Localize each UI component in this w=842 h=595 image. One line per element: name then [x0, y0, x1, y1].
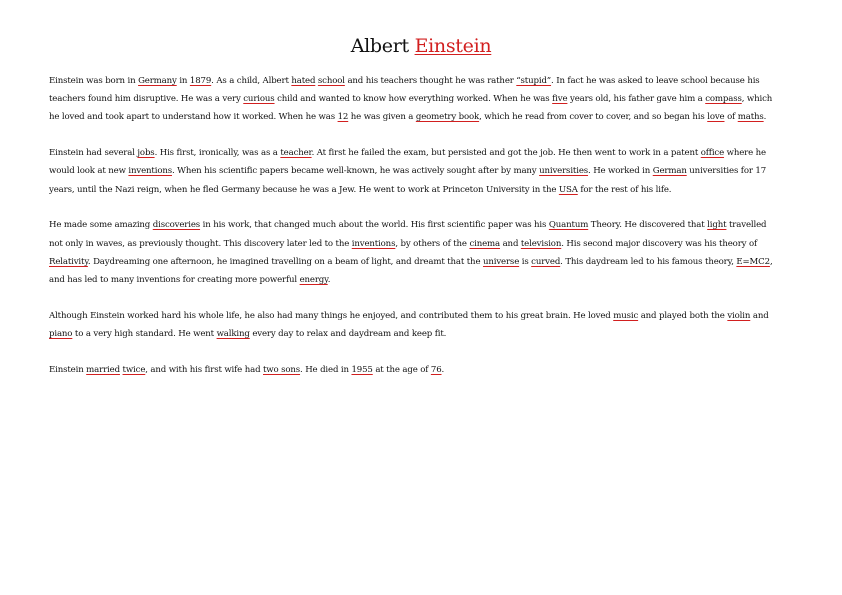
text-run: Einstein had several [49, 148, 138, 159]
highlighted-word: five [552, 94, 568, 105]
text-run: He made some amazing [49, 220, 153, 231]
text-run: and played both the [638, 310, 728, 321]
highlighted-word: 1879 [189, 76, 212, 86]
paragraph-3 [49, 216, 777, 289]
highlighted-word: Quantum [548, 220, 589, 231]
highlighted-word: universities [539, 166, 589, 177]
highlighted-word: Germany [138, 76, 177, 86]
highlighted-word: E=MC2 [736, 256, 770, 267]
highlighted-word: discoveries [152, 220, 201, 231]
text-run: . [327, 275, 331, 286]
highlighted-word: 1955 [351, 364, 373, 375]
highlighted-word: jobs [137, 148, 155, 159]
highlighted-word: cinema [469, 238, 500, 249]
document-body [49, 72, 777, 397]
text-run: , which he read from cover to cover, and so began his [479, 112, 708, 123]
text-run: in [176, 76, 190, 86]
highlighted-word: curved [531, 256, 561, 267]
highlighted-word: violin [727, 310, 751, 321]
highlighted-word: married [86, 364, 120, 375]
text-run: . He worked in [588, 166, 653, 177]
text-run: universities for 17 years, until the Nazi reign, when he fled Germany because he was a Jew. He went to work at Princeton University in the [49, 166, 767, 195]
text-run: . This daydream led to his famous theory, [560, 256, 737, 267]
highlighted-word: teacher [280, 148, 312, 159]
text-run: Theory. He discovered that [588, 220, 708, 231]
text-run: Einstein was born in [49, 76, 139, 86]
title-highlight: Einstein [414, 35, 492, 57]
text-run: , which he loved and took apart to understand how it worked. When he was [49, 94, 773, 123]
text-run: Einstein [49, 364, 87, 375]
highlighted-word: office [700, 148, 725, 159]
highlighted-word: USA [558, 184, 578, 195]
text-run: . When his scientific papers became well-known, he was actively sought after by many [172, 166, 540, 177]
text-run: , and with his first wife had [145, 364, 263, 375]
text-run: . His second major discovery was his theory of [561, 238, 758, 249]
highlighted-word: Relativity [49, 256, 88, 267]
highlighted-word: maths [737, 112, 764, 123]
text-run: in his work, that changed much about the world. His first scientific paper was his [200, 220, 549, 231]
highlighted-word: light [707, 220, 727, 231]
highlighted-word: twice [122, 364, 146, 375]
text-run: where he would look at new [49, 148, 766, 177]
highlighted-word: hated [291, 76, 316, 86]
text-run: is [519, 256, 532, 267]
paragraph-2 [49, 144, 777, 199]
highlighted-word: German [652, 166, 687, 177]
highlighted-word: music [613, 310, 639, 321]
paragraph-1 [49, 72, 777, 127]
highlighted-word: universe [482, 256, 520, 267]
highlighted-word: school [317, 76, 345, 86]
highlighted-word: energy [299, 275, 328, 286]
text-run: . As a child, Albert [211, 76, 292, 86]
text-run: for the rest of his life. [577, 184, 672, 195]
highlighted-word: inventions [128, 166, 172, 177]
highlighted-word: 76 [430, 364, 442, 375]
highlighted-word: piano [49, 329, 73, 340]
text-run: . [763, 112, 767, 123]
text-run: . In fact he was asked to leave school because his teachers found him disruptive. He was a very [49, 76, 760, 105]
text-run: . He died in [300, 364, 352, 375]
text-run: and [750, 310, 769, 321]
highlighted-word: compass [705, 94, 742, 105]
page-title [0, 34, 842, 58]
text-run: . At first he failed the exam, but persisted and got the job. He then went to work in a patent [311, 148, 701, 159]
text-run: years old, his father gave him a [567, 94, 706, 105]
highlighted-word: curious [243, 94, 275, 105]
highlighted-word: love [707, 112, 725, 123]
text-run: . [441, 364, 445, 375]
title-text: Albert [350, 35, 415, 57]
paragraph-5 [49, 361, 777, 379]
paragraph-4 [49, 307, 777, 343]
text-run: of [724, 112, 738, 123]
highlighted-word: 12 [337, 112, 349, 123]
text-run: and his teachers thought he was rather [344, 76, 517, 86]
highlighted-word: “stupid” [516, 76, 552, 86]
text-run: he was given a [348, 112, 416, 123]
text-run: . His first, ironically, was as a [154, 148, 281, 159]
highlighted-word: two sons [263, 364, 301, 375]
text-run: Although Einstein worked hard his whole life, he also had many things he enjoyed, and contributed them to his great brain. He loved [49, 310, 614, 321]
text-run: at the age of [372, 364, 431, 375]
highlighted-word: inventions [351, 238, 396, 249]
text-run: child and wanted to know how everything worked. When he was [274, 94, 553, 105]
text-run: . Daydreaming one afternoon, he imagined travelling on a beam of light, and dreamt that the [87, 256, 483, 267]
text-run: and [500, 238, 521, 249]
highlighted-word: television [520, 238, 562, 249]
highlighted-word: geometry book [415, 112, 480, 123]
text-run: , and has led to many inventions for creating more powerful [49, 256, 773, 286]
text-run: every day to relax and daydream and keep fit. [249, 329, 447, 340]
text-run: to a very high standard. He went [72, 329, 217, 340]
text-run: travelled not only in waves, as previously thought. This discovery later led to the [49, 220, 767, 249]
highlighted-word: walking [216, 329, 250, 340]
text-run: , by others of the [395, 238, 470, 249]
